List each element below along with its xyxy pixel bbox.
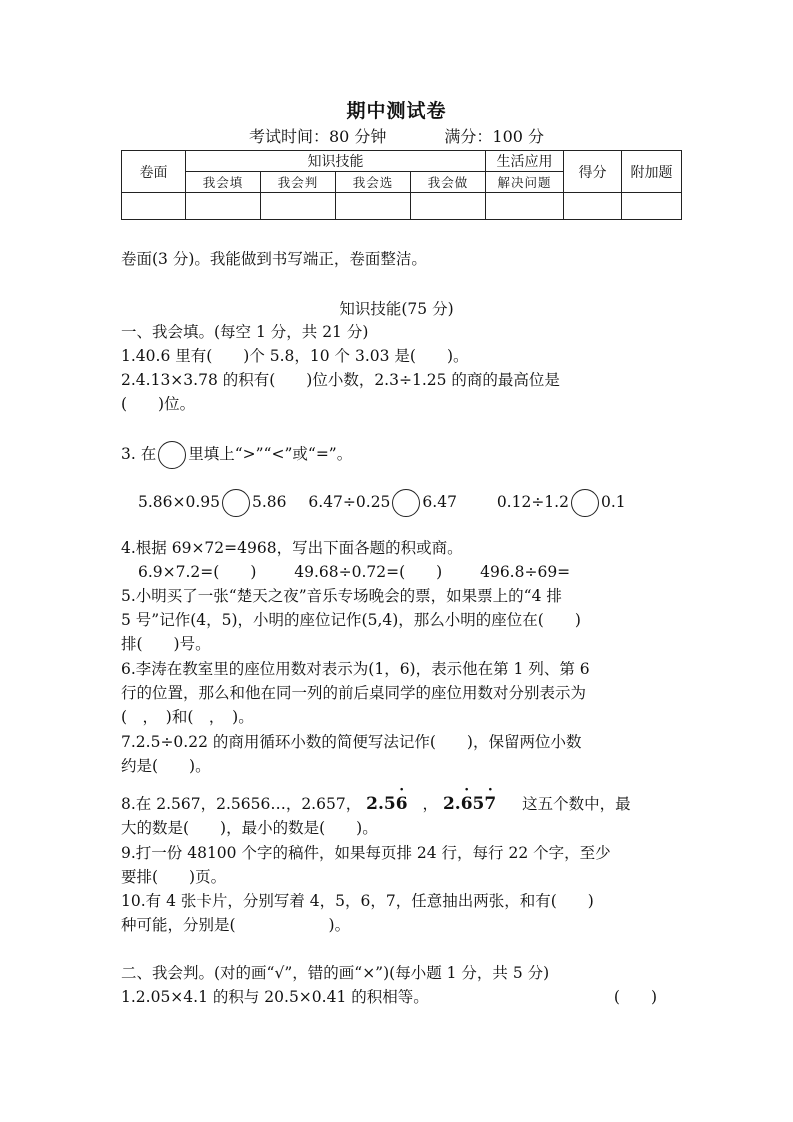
score-cell[interactable] [336, 193, 411, 220]
score-table [121, 150, 682, 220]
part2-heading: 二、我会判。(对的画“√”，错的画“×”)(每小题 1 分，共 5 分) [121, 964, 550, 982]
question-10-line2: 种可能，分别是( )。 [121, 916, 351, 934]
q3-expr1-left: 5.86×0.95 [138, 493, 221, 511]
question-3-expressions [138, 489, 683, 517]
exam-time: 考试时间：80 分钟 [248, 127, 387, 146]
question-6-line3: ( ， )和( ， )。 [121, 708, 254, 726]
repeating-decimal-1: 2.5· 6 [366, 794, 407, 814]
question-2-line1: 2.4.13×3.78 的积有( )位小数，2.3÷1.25 的商的最高位是 [121, 371, 560, 389]
paper-line: 卷面(3 分)。我能做到书写端正，卷面整洁。 [121, 250, 427, 268]
circle-blank [158, 441, 186, 469]
q3-pre: 3. 在 [121, 445, 157, 463]
sub-choose: 我会选 [336, 172, 411, 193]
question-9-line1: 9.打一份 48100 个字的稿件，如果每页排 24 行，每行 22 个字，至少 [121, 844, 611, 862]
question-3 [121, 441, 681, 469]
q3-expr3-right: 0.1 [600, 493, 626, 511]
q3-expr2-left: 6.47÷0.25 [308, 493, 391, 511]
part1-heading: 一、我会填。(每空 1 分，共 21 分) [121, 323, 369, 341]
col-paper: 卷面 [122, 151, 186, 193]
question-4: 4.根据 69×72=4968，写出下面各题的积或商。 [121, 539, 463, 557]
score-cell[interactable] [486, 193, 564, 220]
q3-expr2-right: 6.47 [422, 493, 457, 511]
q3-post: 里填上“>”“<”或“=”。 [188, 445, 353, 463]
sub-judge: 我会判 [261, 172, 336, 193]
col-extra: 附加题 [622, 151, 682, 193]
exam-full-score: 满分：100 分 [444, 127, 545, 146]
score-cell[interactable] [622, 193, 682, 220]
q8-pre: 8.在 2.567，2.5656…，2.657， [121, 795, 362, 813]
question-4-items [138, 561, 683, 583]
exam-title: 期中测试卷 [346, 100, 447, 122]
col-score: 得分 [564, 151, 622, 193]
question-9-line2: 要排( )页。 [121, 868, 227, 886]
question-5-line3: 排( )号。 [121, 635, 211, 653]
question-6-line1: 6.李涛在教室里的座位用数对表示为(1，6)，表示他在第 1 列、第 6 [121, 660, 590, 678]
part2-question-1 [121, 986, 681, 1008]
question-10-line1: 10.有 4 张卡片，分别写着 4，5，6，7，任意抽出两张，和有( ) [121, 892, 594, 910]
compare-circle-3[interactable] [571, 489, 599, 517]
score-cell[interactable] [261, 193, 336, 220]
q4-item-2: 49.68÷0.72=( ) [294, 563, 443, 581]
question-6-line2: 行的位置，那么和他在同一列的前后桌同学的座位用数对分别表示为 [121, 684, 587, 702]
section-knowledge: 知识技能(75 分) [339, 300, 454, 318]
compare-circle-2[interactable] [392, 489, 420, 517]
question-5-line1: 5.小明买了一张“楚天之夜”音乐专场晚会的票，如果票上的“4 排 [121, 587, 562, 605]
question-8-line1 [121, 793, 681, 815]
group-knowledge: 知识技能 [186, 151, 486, 172]
p2-q1-text: 1.2.05×4.1 的积与 20.5×0.41 的积相等。 [121, 988, 429, 1006]
q4-item-3: 496.8÷69= [480, 563, 571, 581]
sub-solve: 解决问题 [486, 172, 564, 193]
q3-expr3-left: 0.12÷1.2 [496, 493, 569, 511]
compare-circle-1[interactable] [222, 489, 250, 517]
q8-separator: ， [422, 795, 439, 813]
score-cell[interactable] [564, 193, 622, 220]
question-1: 1.40.6 里有( )个 5.8，10 个 3.03 是( )。 [121, 347, 469, 365]
sub-fill: 我会填 [186, 172, 261, 193]
score-cell[interactable] [186, 193, 261, 220]
repeating-decimal-2: 2.· 65· 7 [443, 794, 496, 814]
question-8-line2: 大的数是( )，最小的数是( )。 [121, 819, 378, 837]
answer-paren[interactable]: ( ) [613, 988, 657, 1006]
question-2-line2: ( )位。 [121, 395, 196, 413]
q3-expr1-right: 5.86 [252, 493, 287, 511]
score-cell[interactable] [411, 193, 486, 220]
question-5-line2: 5 号”记作(4，5)，小明的座位记作(5,4)，那么小明的座位在( ) [121, 611, 581, 629]
sub-do: 我会做 [411, 172, 486, 193]
question-7-line2: 约是( )。 [121, 757, 211, 775]
score-cell[interactable] [122, 193, 186, 220]
q4-item-1: 6.9×7.2=( ) [138, 563, 257, 581]
exam-subtitle [0, 124, 793, 147]
question-7-line1: 7.2.5÷0.22 的商用循环小数的简便写法记作( )，保留两位小数 [121, 733, 582, 751]
q8-post: 这五个数中，最 [522, 795, 631, 813]
group-life: 生活应用 [486, 151, 564, 172]
